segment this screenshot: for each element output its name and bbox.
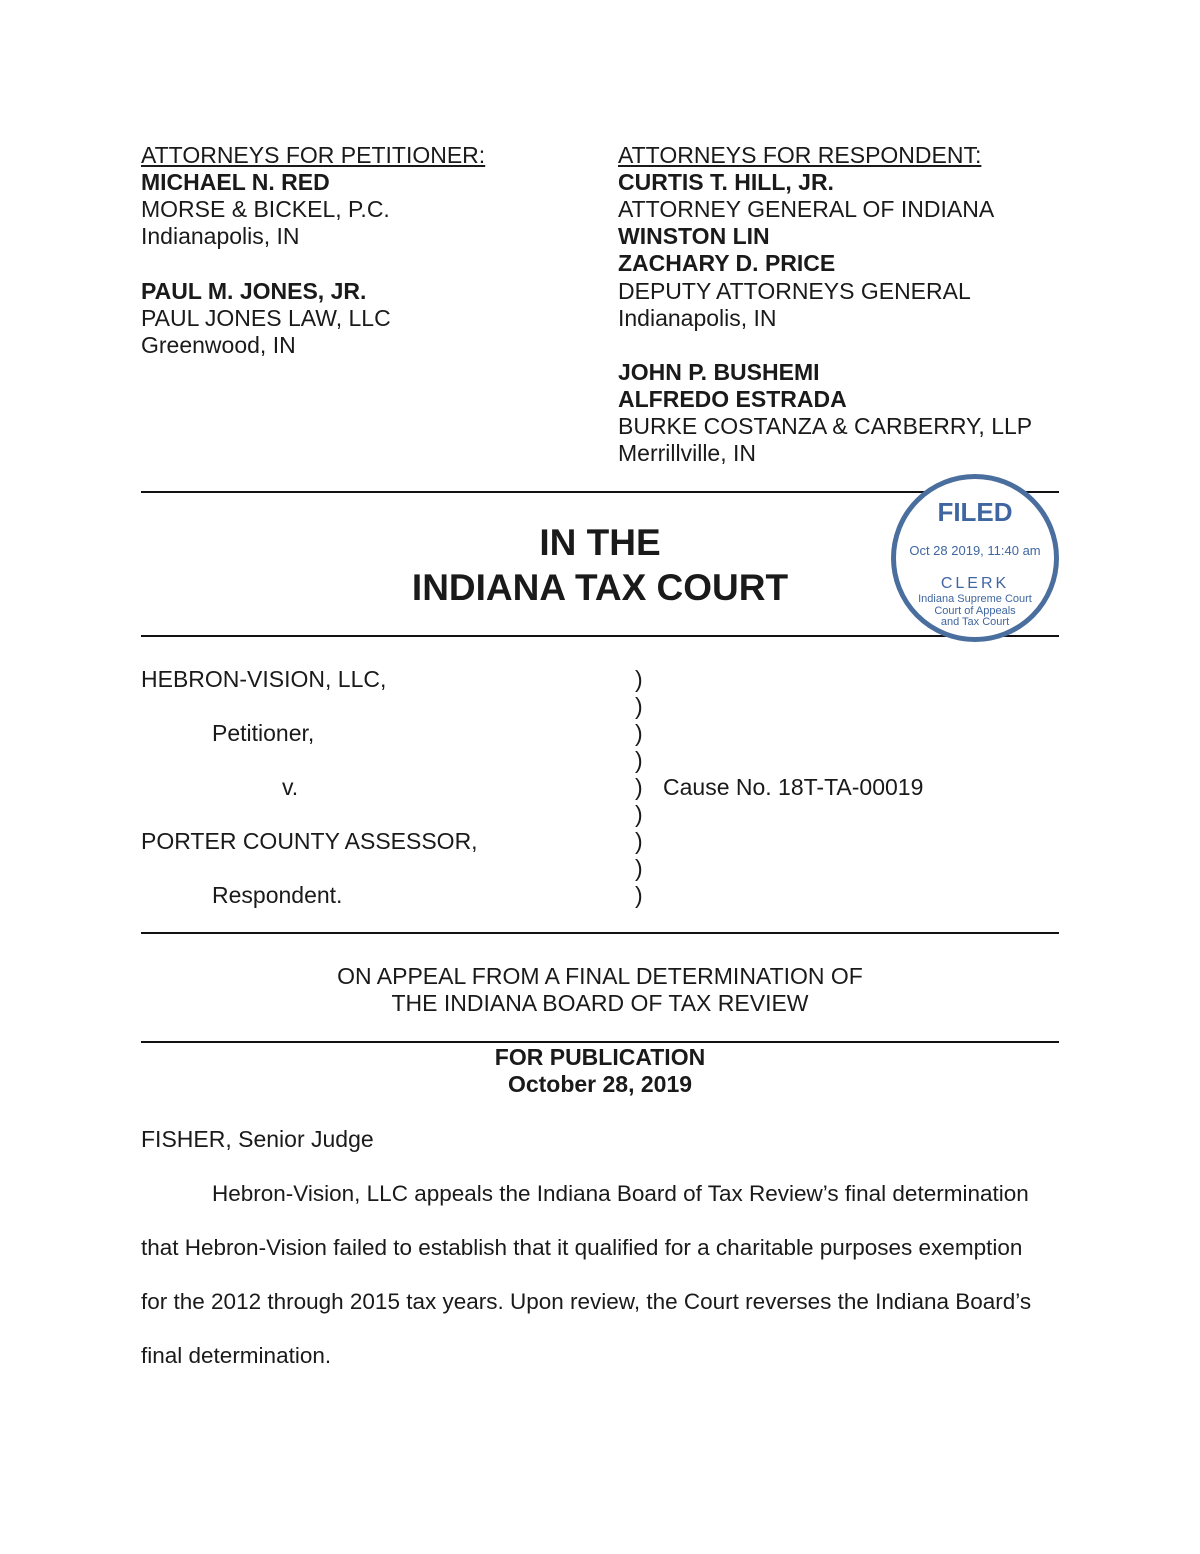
publication-label: FOR PUBLICATION [494, 1044, 706, 1070]
respondent-attorney-name-5: ALFREDO ESTRADA [618, 386, 847, 412]
respondent-party-name: PORTER COUNTY ASSESSOR, [141, 828, 478, 854]
body-line-3: for the 2012 through 2015 tax years. Upon review, the Court reverses the Indiana Board’s [141, 1289, 1032, 1314]
divider-caption [141, 932, 1059, 934]
petitioner-attorney-firm: MORSE & BICKEL, P.C. [141, 196, 390, 222]
appeal-line-1: ON APPEAL FROM A FINAL DETERMINATION OF [337, 963, 863, 989]
caption-paren: ) [635, 720, 643, 746]
respondent-attorneys-heading: ATTORNEYS FOR RESPONDENT: [618, 142, 982, 168]
respondent-attorney-title-2: DEPUTY ATTORNEYS GENERAL [618, 278, 971, 304]
respondent-attorney-firm: BURKE COSTANZA & CARBERRY, LLP [618, 413, 1033, 439]
respondent-role: Respondent. [212, 882, 343, 908]
petitioner-attorney-name: MICHAEL N. RED [141, 169, 330, 195]
divider-appeal [141, 1041, 1059, 1043]
stamp-line-1: Indiana Supreme Court [918, 593, 1032, 605]
body-line-4: final determination. [141, 1343, 332, 1368]
divider-court [141, 635, 1059, 637]
caption-paren: ) [635, 693, 643, 719]
petitioner-attorney-city: Indianapolis, IN [141, 223, 300, 249]
respondent-attorney-name-3: ZACHARY D. PRICE [618, 250, 836, 276]
caption-paren: ) [635, 855, 643, 881]
court-title-line-1: IN THE [539, 522, 661, 563]
stamp-datetime: Oct 28 2019, 11:40 am [909, 543, 1041, 558]
versus: v. [282, 774, 299, 800]
petitioner-role: Petitioner, [212, 720, 315, 746]
filed-stamp [891, 474, 1059, 642]
stamp-line-2: Court of Appeals [934, 605, 1016, 617]
respondent-attorney-title: ATTORNEY GENERAL OF INDIANA [618, 196, 995, 222]
caption-paren: ) [635, 747, 643, 773]
cause-number: Cause No. 18T-TA-00019 [663, 774, 924, 800]
appeal-line-2: THE INDIANA BOARD OF TAX REVIEW [391, 990, 809, 1016]
body-line-1: Hebron-Vision, LLC appeals the Indiana Board of Tax Review’s final determination [212, 1181, 1029, 1206]
caption-paren: ) [635, 774, 643, 800]
caption-paren: ) [635, 666, 643, 692]
publication-date: October 28, 2019 [507, 1071, 693, 1097]
stamp-filed-label: FILED [937, 497, 1013, 527]
petitioner-attorney-firm-2: PAUL JONES LAW, LLC [141, 305, 391, 331]
petitioner-party-name: HEBRON-VISION, LLC, [141, 666, 387, 692]
body-line-2: that Hebron-Vision failed to establish that it qualified for a charitable purposes exemption [141, 1235, 1023, 1260]
court-title-line-2: INDIANA TAX COURT [411, 567, 789, 608]
caption-paren: ) [635, 882, 643, 908]
stamp-line-3: and Tax Court [940, 616, 1010, 628]
respondent-attorney-city: Indianapolis, IN [618, 305, 777, 331]
stamp-clerk-label: CLERK [940, 575, 1010, 592]
caption-paren: ) [635, 801, 643, 827]
respondent-attorney-name-4: JOHN P. BUSHEMI [618, 359, 820, 385]
petitioner-attorney-name-2: PAUL M. JONES, JR. [141, 278, 367, 304]
petitioner-attorney-city-2: Greenwood, IN [141, 332, 296, 358]
petitioner-attorneys-heading: ATTORNEYS FOR PETITIONER: [141, 142, 486, 168]
caption-paren: ) [635, 828, 643, 854]
respondent-attorney-city-2: Merrillville, IN [618, 440, 756, 466]
respondent-attorney-name-2: WINSTON LIN [618, 223, 770, 249]
judge-line: FISHER, Senior Judge [141, 1126, 374, 1152]
respondent-attorney-name: CURTIS T. HILL, JR. [618, 169, 834, 195]
